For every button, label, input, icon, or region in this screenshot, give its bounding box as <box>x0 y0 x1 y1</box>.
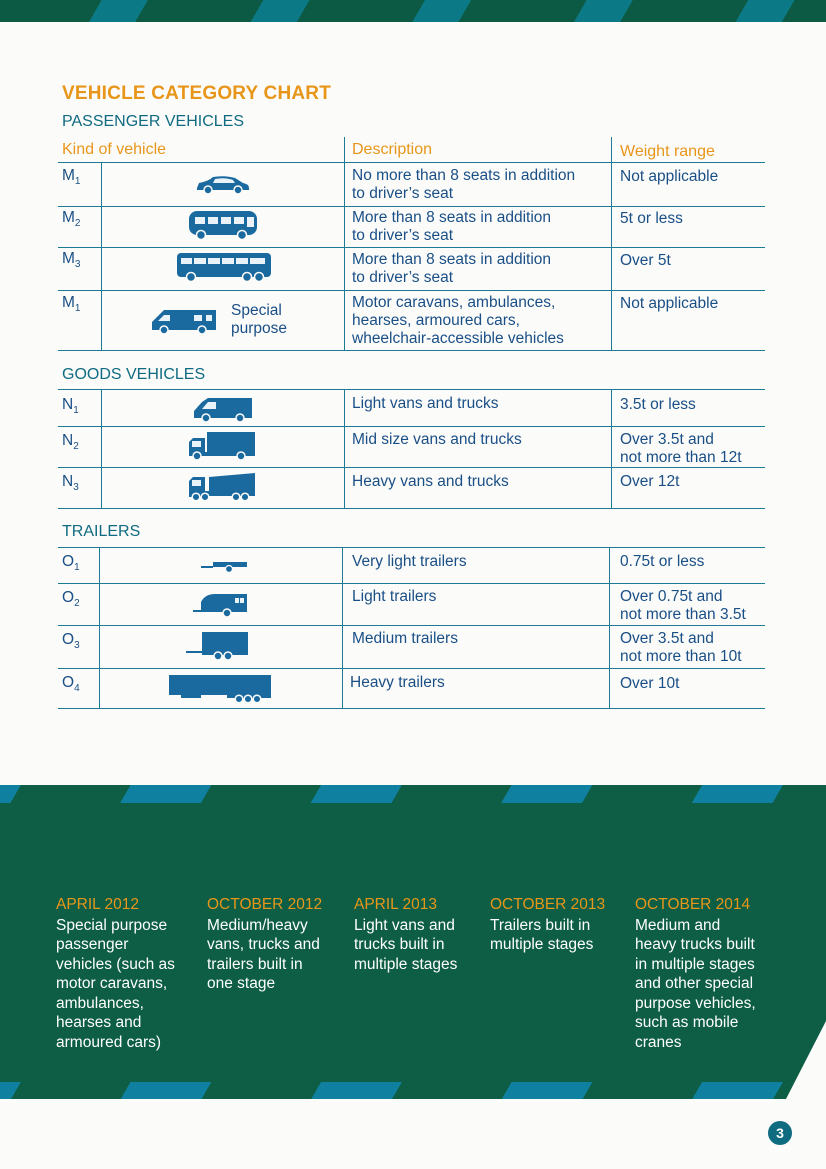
timeline-stripe-top <box>0 785 826 803</box>
table-vline <box>611 137 612 350</box>
table-vline <box>609 547 610 708</box>
weight-cell: Over 3.5t and not more than 10t <box>620 630 742 665</box>
category-code: $M_3$ <box>62 250 81 271</box>
page-corner-fold <box>786 1021 826 1099</box>
category-code: $N_2$ <box>62 432 79 453</box>
page-title: VEHICLE CATEGORY CHART <box>62 83 332 104</box>
category-code: $O_4$ <box>62 674 80 695</box>
weight-cell: Over 10t <box>620 675 680 692</box>
table-vline <box>342 547 343 708</box>
timeline-date: APRIL 2013 <box>354 896 438 913</box>
special-purpose-label: Special purpose <box>231 302 288 337</box>
timeline-item: OCTOBER 2012 Medium/heavy vans, trucks and trailers built in one stage <box>207 895 347 994</box>
header-kind: Kind of vehicle <box>62 141 167 158</box>
weight-cell: Over 3.5t and not more than 12t <box>620 431 742 466</box>
category-code: $O_3$ <box>62 631 80 652</box>
timeline-date: OCTOBER 2014 <box>635 896 751 913</box>
timeline-stripe-bottom <box>0 1082 826 1099</box>
table-rule <box>58 708 765 709</box>
table-vline <box>344 137 345 350</box>
description-cell: Heavy trailers <box>350 674 445 691</box>
table-vline <box>101 162 102 350</box>
weight-cell: 0.75t or less <box>620 553 705 570</box>
weight-cell: Not applicable <box>620 168 719 185</box>
description-cell: Heavy vans and trucks <box>352 473 509 490</box>
table-rule <box>58 247 765 248</box>
table-rule <box>58 350 765 351</box>
table-rule <box>58 389 765 390</box>
weight-cell: Over 5t <box>620 252 671 269</box>
table-vline <box>611 389 612 508</box>
ambulance-icon <box>150 306 218 336</box>
description-cell: More than 8 seats in addition to driver’s seat <box>352 209 552 244</box>
timeline-item: APRIL 2012 Special purpose passenger vehicles (such as motor caravans, ambulances, hearses and armoured cars) <box>56 895 196 1052</box>
truck-icon <box>187 430 257 462</box>
flatbed-trailer-icon <box>199 559 249 575</box>
semi-trailer-icon <box>167 673 273 705</box>
table-rule <box>58 583 765 584</box>
weight-cell: Over 0.75t and not more than 3.5t <box>620 588 746 623</box>
van-icon <box>192 396 254 424</box>
header-weight: Weight range <box>620 143 715 160</box>
car-icon <box>195 173 251 195</box>
table-rule <box>58 668 765 669</box>
description-cell: No more than 8 seats in addition to driver’s seat <box>352 167 576 202</box>
description-cell: Light trailers <box>352 588 437 605</box>
table-vline <box>99 547 100 708</box>
category-code: $N_3$ <box>62 473 79 494</box>
timeline-date: OCTOBER 2013 <box>490 896 606 913</box>
timeline-item: OCTOBER 2013 Trailers built in multiple stages <box>490 895 630 955</box>
table-rule <box>58 426 765 427</box>
timeline-item: OCTOBER 2014 Medium and heavy trucks built in multiple stages and other special purpose vehicles, such as mobile cranes <box>635 895 785 1052</box>
category-code: $M_1$ <box>62 294 81 315</box>
category-code: $O_1$ <box>62 553 80 574</box>
category-code: $M_2$ <box>62 209 81 230</box>
trailers-section-title: TRAILERS <box>62 523 141 540</box>
description-cell: Medium trailers <box>352 630 458 647</box>
caravan-icon <box>191 592 249 618</box>
table-rule <box>58 625 765 626</box>
heavy-truck-icon <box>187 471 257 503</box>
top-stripe-band <box>0 0 826 22</box>
minibus-icon <box>187 209 259 241</box>
table-rule <box>58 206 765 207</box>
timeline-date: APRIL 2012 <box>56 896 140 913</box>
coach-icon <box>175 251 273 283</box>
header-description: Description <box>352 141 433 158</box>
description-cell: Very light trailers <box>352 553 467 570</box>
category-code: $O_2$ <box>62 589 80 610</box>
passenger-section-title: PASSENGER VEHICLES <box>62 113 244 130</box>
table-vline <box>344 389 345 508</box>
page-number: 3 <box>768 1121 792 1145</box>
table-rule <box>58 290 765 291</box>
table-rule <box>58 162 765 163</box>
table-rule <box>58 547 765 548</box>
category-code: $M_1$ <box>62 167 81 188</box>
table-vline <box>101 389 102 508</box>
weight-cell: Over 12t <box>620 473 680 490</box>
table-rule <box>58 467 765 468</box>
weight-cell: Not applicable <box>620 295 719 312</box>
description-cell: More than 8 seats in addition to driver’s seat <box>352 251 552 286</box>
box-trailer-icon <box>184 630 250 662</box>
timeline-item: APRIL 2013 Light vans and trucks built in multiple stages <box>354 895 486 974</box>
timeline-date: OCTOBER 2012 <box>207 896 323 913</box>
timeline-panel <box>0 785 826 1099</box>
description-cell: Motor caravans, ambulances, hearses, armoured cars, wheelchair-accessible vehicles <box>352 294 564 347</box>
category-code: $N_1$ <box>62 396 79 417</box>
description-cell: Mid size vans and trucks <box>352 431 522 448</box>
weight-cell: 5t or less <box>620 210 683 227</box>
table-rule <box>58 508 765 509</box>
description-cell: Light vans and trucks <box>352 395 499 412</box>
goods-section-title: GOODS VEHICLES <box>62 366 206 383</box>
weight-cell: 3.5t or less <box>620 396 696 413</box>
